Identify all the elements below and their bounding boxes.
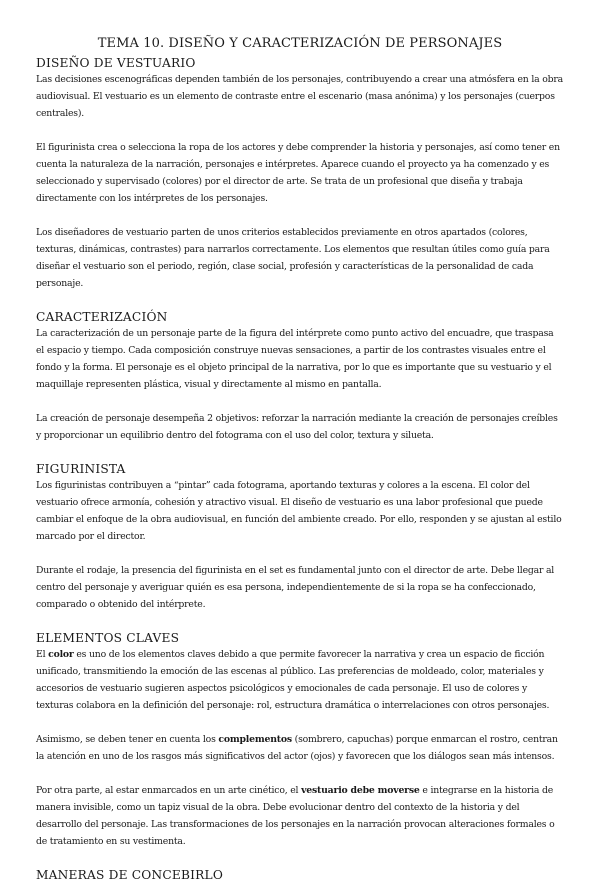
paragraph-caracterizacion-1: La caracterización de un personaje parte de la figura del intérprete como punto activo del encuadre, que traspasa el espacio y tiempo. Cada composición construye nuevas sensaciones, a partir de los contrastes visuales entre el fondo y la forma. El personaje es el objeto principal de la narrativa, por lo que es importante que su vestuario y el maquillaje representen plástica, visual y directamente al mismo en pantalla. [36,328,554,390]
text-run: Por otra parte, al estar enmarcados en un arte cinético, el [36,785,302,796]
emphasis-vestuario-moverse: vestuario debe moverse [301,785,420,796]
document-title: TEMA 10. DISEÑO Y CARACTERIZACIÓN DE PERSONAJES [97,36,503,51]
text-run: es uno de los elementos claves debido a que permite favorecer la narrativa y crea un espacio de ficción unificado, transmitiendo la emoción de las escenas al público. Las preferencias de moldeado, color, materiales y accesorios de vestuario sugieren aspectos psicológicos y emocionales de cada personaje. El uso de colores y texturas colabora en la definición del personaje: rol, estructura dramática o interrelaciones con otros personajes. [36,649,550,711]
emphasis-color: color [48,649,74,660]
paragraph-elementos-1 [36,646,564,714]
section-heading-figurinista: FIGURINISTA [36,462,126,476]
paragraph-elementos-2 [36,731,564,765]
section-heading-elementos: ELEMENTOS CLAVES [36,631,180,645]
paragraph-figurinista-1: Los figurinistas contribuyen a “pintar” cada fotograma, aportando texturas y colores a la escena. El color del vestuario ofrece armonía, cohesión y atractivo visual. El diseño de vestuario es una labor profesional que puede cambiar el enfoque de la obra audiovisual, en función del ambiente creado. Por ello, responden y se ajustan al estilo marcado por el director. [36,480,562,542]
paragraph-vestuario-1: Las decisiones escenográficas dependen también de los personajes, contribuyendo a crear una atmósfera en la obra audiovisual. El vestuario es un elemento de contraste entre el escenario (masa anónima) y los personajes (cuerpos centrales). [36,74,563,119]
paragraph-vestuario-3: Los diseñadores de vestuario parten de unos criterios establecidos previamente en otros apartados (colores, texturas, dinámicas, contrastes) para narrarlos correctamente. Los elementos que resultan útiles como guía para diseñar el vestuario son el periodo, región, clase social, profesión y características de la personalidad de cada personaje. [36,227,550,289]
paragraph-elementos-3 [36,782,564,850]
text-run: Asimismo, se deben tener en cuenta los [36,734,219,745]
text-run: (sombrero, capuchas) porque enmarcan el rostro, centran la atención en uno de los rasgos más significativos del actor (ojos) y favorecen que los diálogos sean más intensos. [36,734,558,762]
section-heading-caracterizacion: CARACTERIZACIÓN [36,310,168,324]
paragraph-caracterizacion-2: La creación de personaje desempeña 2 objetivos: reforzar la narración mediante la creación de personajes creíbles y proporcionar un equilibrio dentro del fotograma con el uso del color, textura y silueta. [36,413,558,441]
paragraph-figurinista-2: Durante el rodaje, la presencia del figurinista en el set es fundamental junto con el director de arte. Debe llegar al centro del personaje y averiguar quién es esa persona, independientemente de si la ropa se ha confeccionado, comparado o obtenido del intérprete. [36,565,555,610]
section-heading-vestuario: DISEÑO DE VESTUARIO [36,56,196,70]
section-heading-maneras: MANERAS DE CONCEBIRLO [36,868,224,882]
text-run: e integrarse en la historia de manera invisible, como un tapiz visual de la obra. Debe evolucionar dentro del contexto de la historia y del desarrollo del personaje. Las transformaciones de los personajes en la narración provocan alteraciones formales o de tratamiento en su vestimenta. [36,785,555,847]
paragraph-vestuario-2: El figurinista crea o selecciona la ropa de los actores y debe comprender la historia y personajes, así como tener en cuenta la naturaleza de la narración, personajes e intérpretes. Aparece cuando el proyecto ya ha comenzado y es seleccionado y supervisado (colores) por el director de arte. Se trata de un profesional que diseña y trabaja directamente con los intérpretes de los personajes. [36,142,560,204]
text-run: El [36,649,49,660]
emphasis-complementos: complementos [218,734,292,745]
